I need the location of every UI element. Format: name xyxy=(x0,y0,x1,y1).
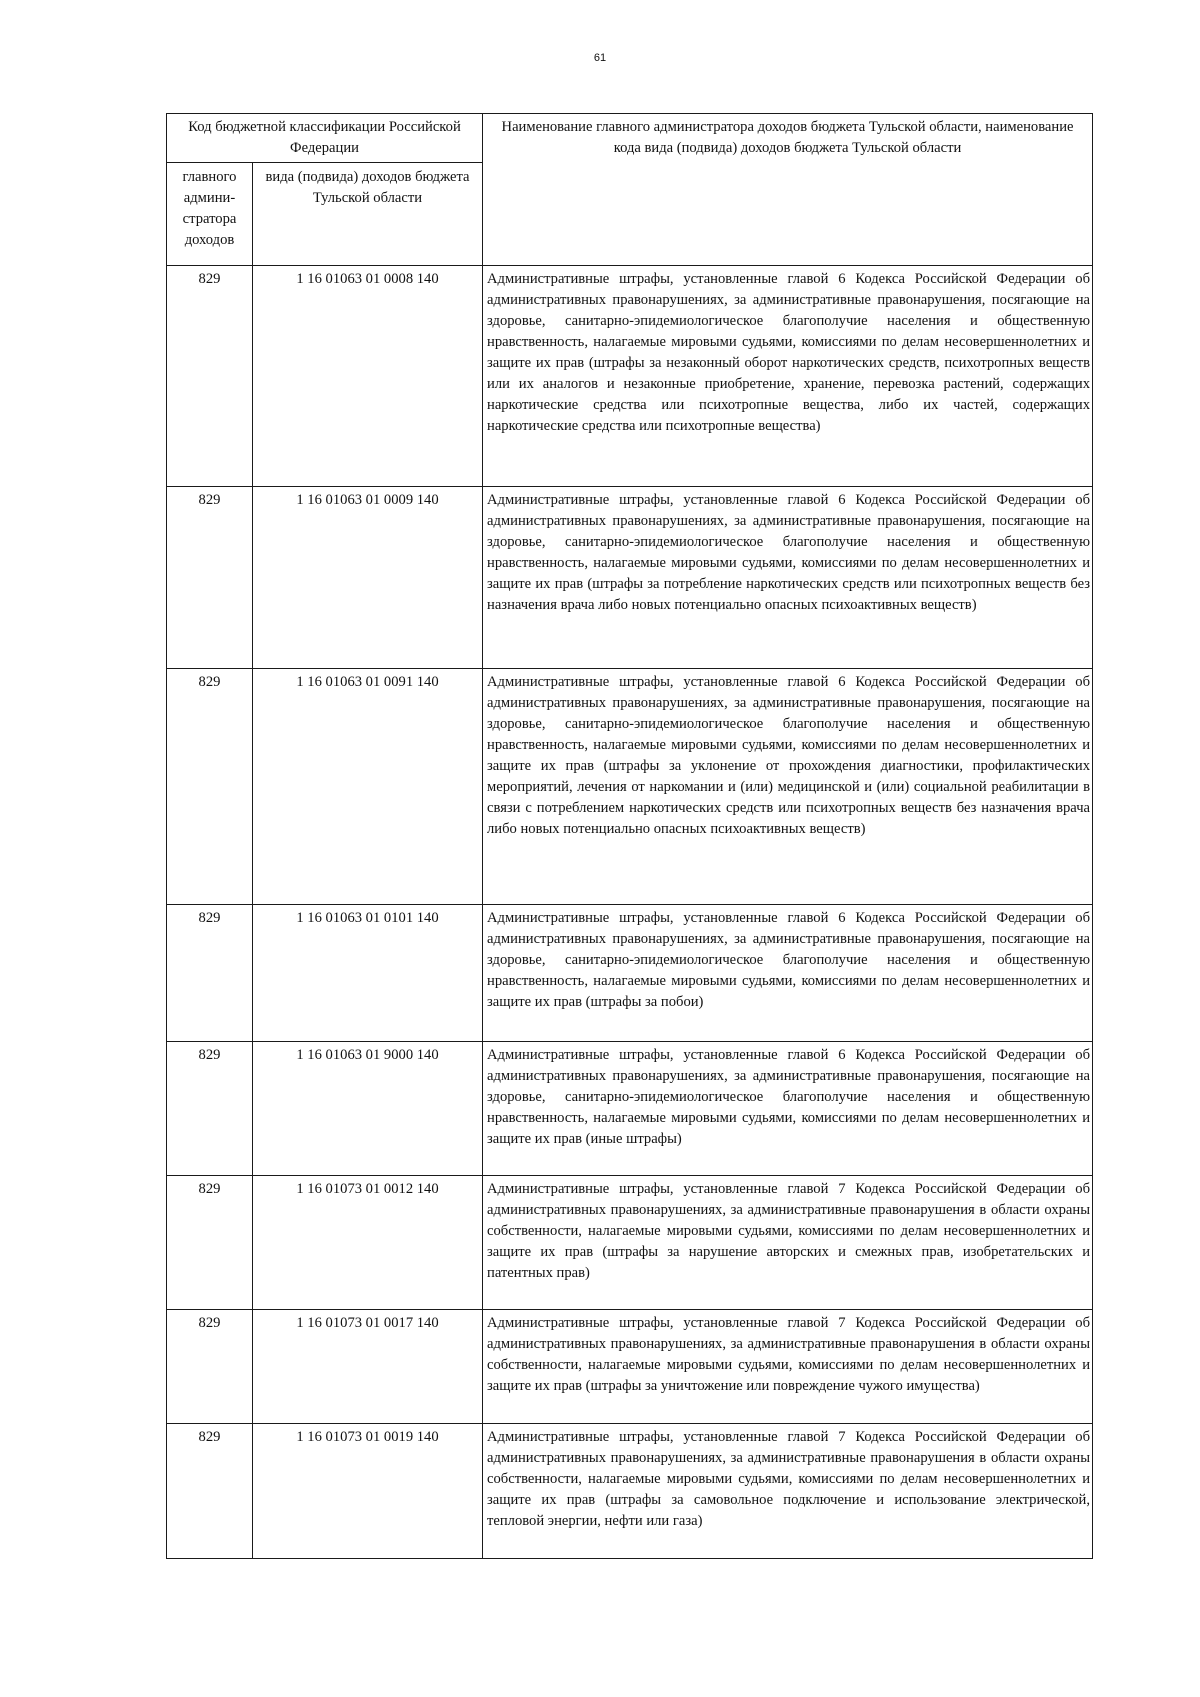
table-row xyxy=(167,669,1093,905)
revenue-description-cell: Административные штрафы, установленные главой 7 Кодекса Российской Федерации об административных правонарушениях, за административные правонарушения в области охраны собственности, налагаемые мировыми судьями, комиссиями по делам несовершеннолетних и защите их прав (штрафы за уничтожение или повреждение чужого имущества) xyxy=(483,1310,1093,1424)
admin-code-cell: 829 xyxy=(167,266,253,487)
revenue-code-cell: 1 16 01073 01 0012 140 xyxy=(253,1176,483,1310)
table-row xyxy=(167,1310,1093,1424)
revenue-code-cell: 1 16 01073 01 0019 140 xyxy=(253,1424,483,1559)
revenue-description-cell: Административные штрафы, установленные главой 6 Кодекса Российской Федерации об административных правонарушениях, за административные правонарушения, посягающие на здоровье, санитарно-эпидемиологическое благополучие населения и общественную нравственность, налагаемые мировыми судьями, комиссиями по делам несовершеннолетних и защите их прав (штрафы за побои) xyxy=(483,905,1093,1042)
page-number: 61 xyxy=(593,52,607,64)
admin-code-cell: 829 xyxy=(167,487,253,669)
table-row xyxy=(167,905,1093,1042)
header-code-group: Код бюджетной классификации Российской Федерации xyxy=(167,114,483,163)
admin-code-cell: 829 xyxy=(167,669,253,905)
header-admin-column: главного админи-стратора доходов xyxy=(167,163,253,266)
table-row xyxy=(167,1176,1093,1310)
table-row xyxy=(167,1424,1093,1559)
header-type-column: вида (подвида) доходов бюджета Тульской области xyxy=(253,163,483,266)
admin-code-cell: 829 xyxy=(167,1424,253,1559)
budget-classification-table xyxy=(166,113,1093,1559)
admin-code-cell: 829 xyxy=(167,905,253,1042)
revenue-description-cell: Административные штрафы, установленные главой 7 Кодекса Российской Федерации об административных правонарушениях, за административные правонарушения в области охраны собственности, налагаемые мировыми судьями, комиссиями по делам несовершеннолетних и защите их прав (штрафы за самовольное подключение и использование электрической, тепловой энергии, нефти или газа) xyxy=(483,1424,1093,1559)
revenue-code-cell: 1 16 01063 01 0009 140 xyxy=(253,487,483,669)
header-name-column: Наименование главного администратора доходов бюджета Тульской области, наименование кода вида (подвида) доходов бюджета Тульской области xyxy=(483,114,1093,266)
revenue-description-cell: Административные штрафы, установленные главой 6 Кодекса Российской Федерации об административных правонарушениях, за административные правонарушения, посягающие на здоровье, санитарно-эпидемиологическое благополучие населения и общественную нравственность, налагаемые мировыми судьями, комиссиями по делам несовершеннолетних и защите их прав (иные штрафы) xyxy=(483,1042,1093,1176)
revenue-code-cell: 1 16 01063 01 0091 140 xyxy=(253,669,483,905)
revenue-description-cell: Административные штрафы, установленные главой 6 Кодекса Российской Федерации об административных правонарушениях, за административные правонарушения, посягающие на здоровье, санитарно-эпидемиологическое благополучие населения и общественную нравственность, налагаемые мировыми судьями, комиссиями по делам несовершеннолетних и защите их прав (штрафы за незаконный оборот наркотических средств, психотропных веществ или их аналогов и незаконные приобретение, хранение, перевозка растений, содержащих наркотические средства или психотропные вещества, либо их частей, содержащих наркотические средства или психотропные вещества) xyxy=(483,266,1093,487)
revenue-code-cell: 1 16 01073 01 0017 140 xyxy=(253,1310,483,1424)
revenue-code-cell: 1 16 01063 01 0008 140 xyxy=(253,266,483,487)
revenue-description-cell: Административные штрафы, установленные главой 7 Кодекса Российской Федерации об административных правонарушениях, за административные правонарушения в области охраны собственности, налагаемые мировыми судьями, комиссиями по делам несовершеннолетних и защите их прав (штрафы за нарушение авторских и смежных прав, изобретательских и патентных прав) xyxy=(483,1176,1093,1310)
revenue-description-cell: Административные штрафы, установленные главой 6 Кодекса Российской Федерации об административных правонарушениях, за административные правонарушения, посягающие на здоровье, санитарно-эпидемиологическое благополучие населения и общественную нравственность, налагаемые мировыми судьями, комиссиями по делам несовершеннолетних и защите их прав (штрафы за уклонение от прохождения диагностики, профилактических мероприятий, лечения от наркомании и (или) медицинской и (или) социальной реабилитации в связи с потреблением наркотических средств или психотропных веществ без назначения врача либо новых потенциально опасных психоактивных веществ) xyxy=(483,669,1093,905)
admin-code-cell: 829 xyxy=(167,1310,253,1424)
table-row xyxy=(167,487,1093,669)
table-row xyxy=(167,266,1093,487)
revenue-description-cell: Административные штрафы, установленные главой 6 Кодекса Российской Федерации об административных правонарушениях, за административные правонарушения, посягающие на здоровье, санитарно-эпидемиологическое благополучие населения и общественную нравственность, налагаемые мировыми судьями, комиссиями по делам несовершеннолетних и защите их прав (штрафы за потребление наркотических средств или психотропных веществ без назначения врача либо новых потенциально опасных психоактивных веществ) xyxy=(483,487,1093,669)
revenue-code-cell: 1 16 01063 01 9000 140 xyxy=(253,1042,483,1176)
admin-code-cell: 829 xyxy=(167,1042,253,1176)
admin-code-cell: 829 xyxy=(167,1176,253,1310)
revenue-code-cell: 1 16 01063 01 0101 140 xyxy=(253,905,483,1042)
table-row xyxy=(167,1042,1093,1176)
